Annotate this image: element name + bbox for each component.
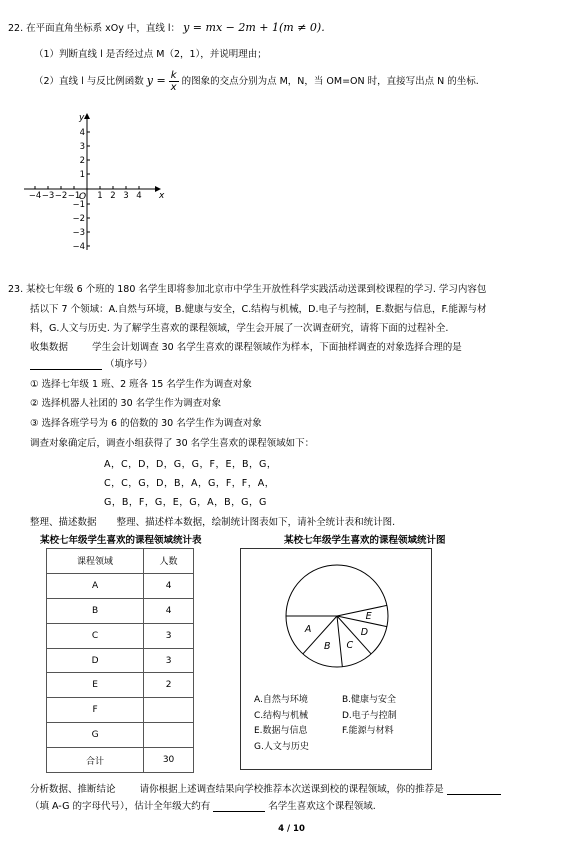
table-header-cell: 人数 [144, 549, 194, 574]
pie-slice-boundary [303, 616, 337, 654]
legend-item: F.能源与材料 [342, 726, 394, 736]
raw-data-row-1: A，C，D，D，G，G，F，E，B，G， [104, 459, 277, 470]
raw-data-row-3: G，B，F，G，E，G，A，B，G，G [104, 497, 267, 508]
legend-item: A.自然与环境 [254, 695, 308, 705]
y-tick-label: −1 [72, 200, 85, 210]
q22-stem [8, 20, 325, 34]
pie-slice-label: A [304, 623, 312, 635]
q22-part2 [34, 70, 479, 93]
legend-row [254, 724, 397, 740]
x-tick-label: −1 [67, 191, 81, 201]
pie-chart-box [240, 548, 432, 770]
x-tick-label: −2 [54, 191, 68, 201]
pie-chart [241, 549, 431, 679]
option-3: ③ 选择各班学号为 6 的倍数的 30 名学生作为调查对象 [30, 418, 262, 429]
q22-func-fraction [169, 70, 179, 93]
table-row [47, 698, 194, 723]
table-cell-domain: A [47, 573, 144, 598]
table-row [47, 673, 194, 698]
table-cell-count-blank[interactable] [144, 698, 194, 723]
origin-label: O [79, 192, 87, 202]
y-tick-label: −2 [72, 214, 85, 224]
analyze-text-2a: （填 A-G 的字母代号），估计全年级大约有 [30, 801, 211, 812]
x-tick-label: 3 [123, 191, 129, 201]
x-axis-label: x [159, 191, 165, 201]
analyze-line-2 [30, 798, 376, 812]
legend-item: C.结构与机械 [254, 710, 309, 721]
legend-row [254, 740, 397, 756]
legend-item: B.健康与安全 [342, 695, 397, 705]
organize-title: 整理、描述数据 [30, 517, 97, 528]
estimate-answer-blank[interactable] [213, 800, 265, 812]
table-cell-count: 2 [144, 673, 194, 698]
q23-intro-text-1: 某校七年级 6 个班的 180 名学生即将参加北京市中学生开放性科学实践活动送课到校课程的学习. 学习内容包 [26, 284, 487, 295]
collect-blank-line [30, 356, 153, 370]
pie-slice-label: D [360, 626, 369, 638]
option-1: ① 选择七年级 1 班、2 班各 15 名学生作为调查对象 [30, 379, 252, 390]
collect-answer-blank[interactable] [30, 358, 102, 370]
pie-slice-label: C [346, 639, 354, 651]
pie-slice-label: E [365, 611, 372, 622]
analyze-line [30, 781, 501, 795]
collect-title: 收集数据 [30, 342, 69, 353]
y-tick-label: 2 [79, 156, 85, 166]
q23-intro-1 [8, 281, 486, 295]
page-number: 4 / 10 [278, 824, 305, 834]
q22-part2-tail: 的图象的交点分别为点 M，N，当 OM=ON 时，直接写出点 N 的坐标. [181, 76, 479, 87]
y-tick-label: 1 [79, 170, 85, 180]
x-tick-label: −3 [41, 191, 55, 201]
organize-line [30, 514, 395, 528]
table-cell-count: 3 [144, 623, 194, 648]
table-header-row [47, 549, 194, 574]
table-cell-domain: C [47, 623, 144, 648]
pie-slice-boundary [337, 605, 387, 616]
analyze-title: 分析数据、推断结论 [30, 784, 116, 795]
collect-line [30, 339, 462, 353]
y-tick-label: 4 [79, 128, 85, 138]
table-cell-count-blank[interactable] [144, 723, 194, 748]
table-total-row [47, 748, 194, 773]
table-title: 某校七年级学生喜欢的课程领域统计表 [40, 535, 202, 546]
table-cell-count: 4 [144, 573, 194, 598]
table-cell-domain: D [47, 648, 144, 673]
chart-title: 某校七年级学生喜欢的课程领域统计图 [284, 535, 446, 546]
table-cell-domain: E [47, 673, 144, 698]
organize-text: 整理、描述样本数据，绘制统计图表如下，请补全统计表和统计图. [116, 517, 396, 528]
table-header-cell: 课程领域 [47, 549, 144, 574]
legend-row [254, 693, 397, 709]
table-row [47, 723, 194, 748]
q23-intro-3: 料，G.人文与历史. 为了解学生喜欢的课程领域，学生会开展了一次调查研究，请将下面的过程补全. [30, 323, 449, 334]
q22-func-lhs: y = [146, 74, 166, 87]
table-row [47, 598, 194, 623]
y-tick-label: −3 [72, 228, 85, 238]
q22-equation: y = mx − 2m + 1(m ≠ 0). [183, 21, 325, 34]
table-cell-domain: F [47, 698, 144, 723]
legend-item: D.电子与控制 [342, 710, 397, 721]
q22-part2-lead: （2）直线 l 与反比例函数 [34, 76, 144, 87]
table-cell-total: 30 [144, 748, 194, 773]
after-collect-text: 调查对象确定后，调查小组获得了 30 名学生喜欢的课程领域如下： [30, 438, 315, 449]
y-tick-label: 3 [79, 142, 85, 152]
raw-data-row-2: C，C，G，D，B，A，G，F，F，A， [104, 478, 275, 489]
recommend-answer-blank[interactable] [447, 783, 501, 795]
legend-item: G.人文与历史 [254, 741, 309, 752]
x-tick-label: −4 [28, 191, 42, 201]
y-tick-label: −4 [72, 242, 85, 252]
pie-slice-boundary [337, 616, 342, 667]
option-2: ② 选择机器人社团的 30 名学生作为调查对象 [30, 398, 222, 409]
legend-row [254, 709, 397, 725]
y-axis-label: y [79, 113, 85, 123]
table-row [47, 573, 194, 598]
pie-legend [254, 693, 397, 755]
table-cell-domain: B [47, 598, 144, 623]
q23-intro-2: 括以下 7 个领域：A.自然与环境，B.健康与安全，C.结构与机械，D.电子与控制，E.数据与信息，F.能源与材 [30, 304, 487, 315]
statistics-table [46, 548, 194, 773]
x-tick-label: 2 [110, 191, 116, 201]
collect-text: 学生会计划调查 30 名学生喜欢的课程领域作为样本，下面抽样调查的对象选择合理的是 [92, 342, 462, 353]
x-tick-label: 4 [136, 191, 142, 201]
q22-func-numerator: k [170, 70, 177, 81]
table-row [47, 623, 194, 648]
table-cell-count: 3 [144, 648, 194, 673]
collect-blank-note: （填序号） [105, 359, 153, 370]
q23-number: 23. [8, 284, 24, 295]
pie-slice-label: B [323, 641, 331, 653]
legend-item: E.数据与信息 [254, 726, 308, 736]
q22-part1: （1）判断直线 l 是否经过点 M（2，1），并说明理由； [34, 49, 267, 60]
table-cell-count: 4 [144, 598, 194, 623]
table-cell-domain: G [47, 723, 144, 748]
analyze-text-2b: 名学生喜欢这个课程领域. [268, 801, 376, 812]
table-row [47, 648, 194, 673]
q22-coordinate-plane [20, 110, 180, 255]
analyze-text: 请你根据上述调查结果向学校推荐本次送课到校的课程领域，你的推荐是 [139, 784, 444, 795]
x-tick-label: 1 [97, 191, 103, 201]
q22-func-denominator: x [170, 82, 177, 93]
q22-stem-text: 在平面直角坐标系 xOy 中，直线 l： [26, 23, 181, 34]
q22-number: 22. [8, 23, 24, 34]
table-cell-total-label: 合计 [47, 748, 144, 773]
